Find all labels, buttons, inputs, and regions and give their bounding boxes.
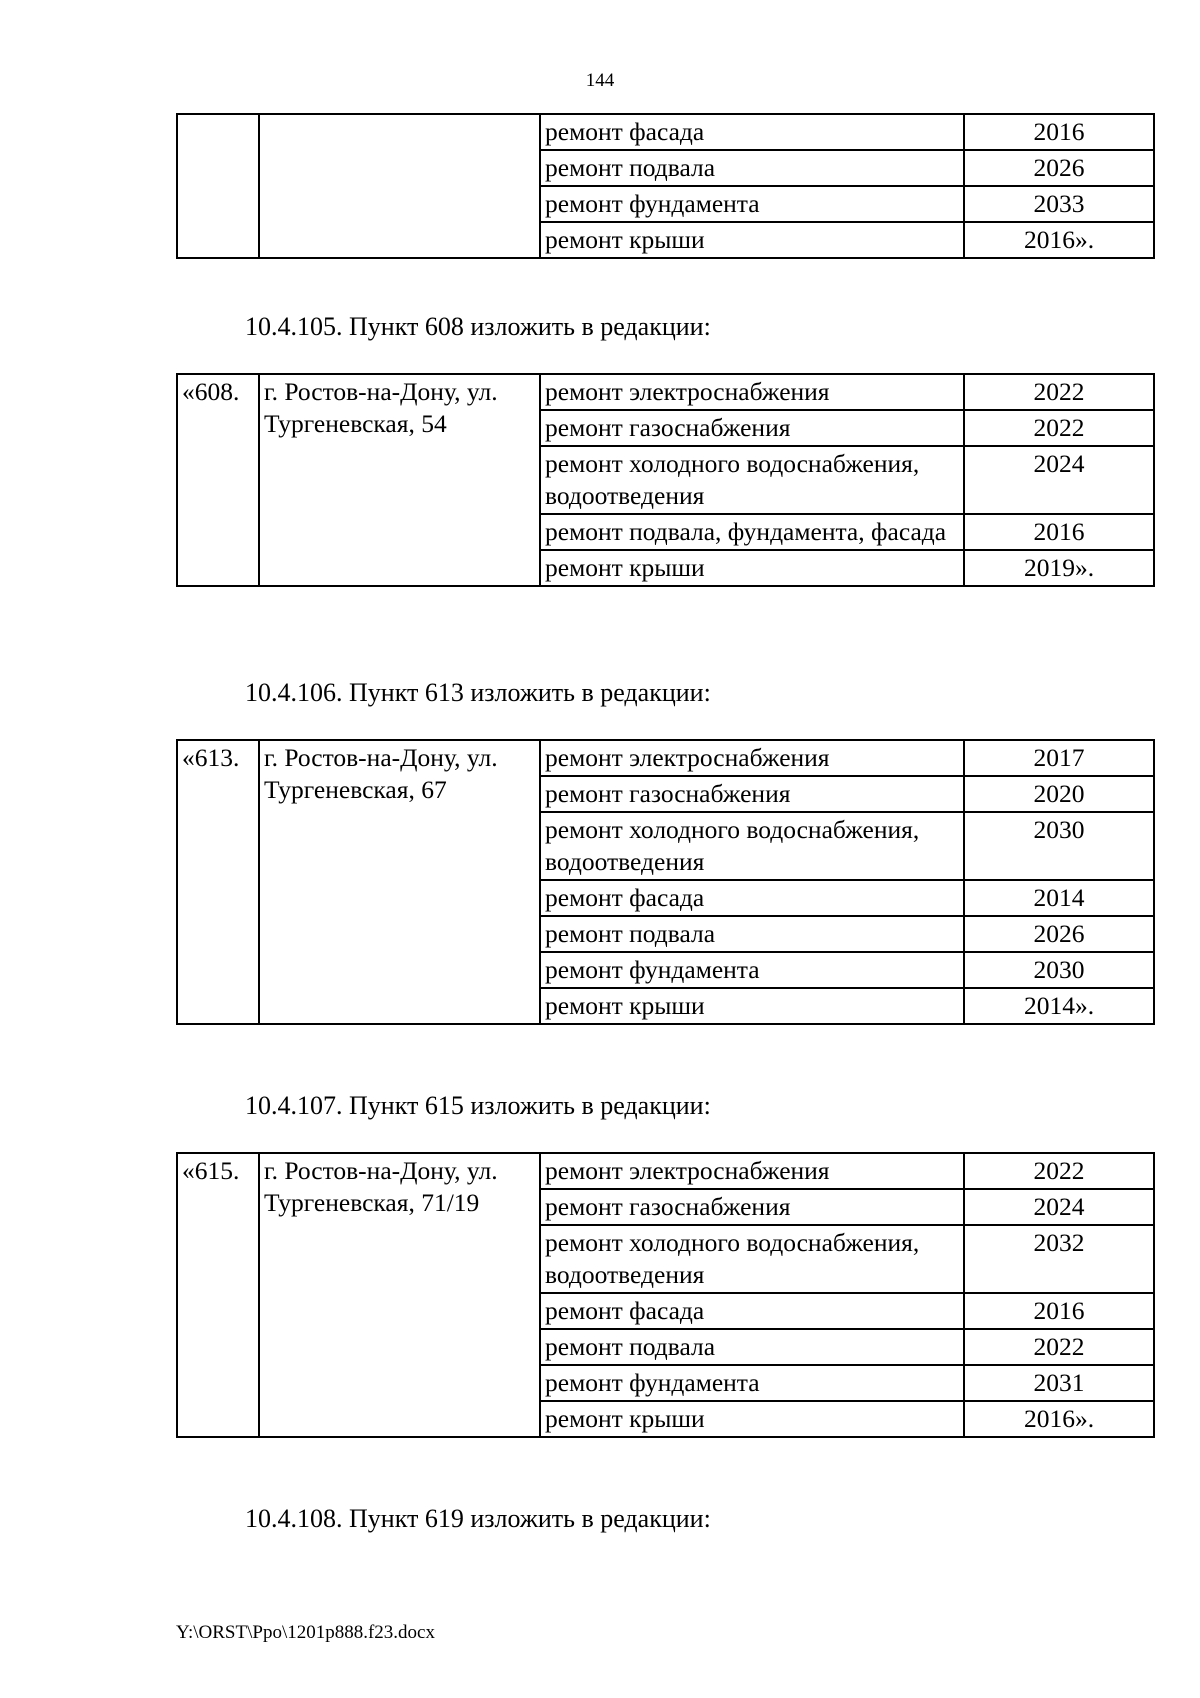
work-year: 2022 [964,374,1154,410]
item-number [177,114,259,258]
work-year: 2033 [964,186,1154,222]
work-year: 2032 [964,1225,1154,1293]
instruction-text: 10.4.107. Пункт 615 изложить в редакции: [245,1091,711,1120]
work-type: ремонт фасада [540,1293,964,1329]
item-number: «613. [177,740,259,1024]
repair-table-continuation [176,113,1155,259]
work-year: 2031 [964,1365,1154,1401]
item-number: «615. [177,1153,259,1437]
item-address: г. Ростов-на-Дону, ул. Тургеневская, 54 [259,374,540,586]
instruction-text: 10.4.105. Пункт 608 изложить в редакции: [245,312,711,341]
work-type: ремонт фасада [540,880,964,916]
work-type: ремонт газоснабжения [540,410,964,446]
work-type: ремонт фундамента [540,952,964,988]
work-type: ремонт крыши [540,550,964,586]
work-type: ремонт газоснабжения [540,1189,964,1225]
work-year: 2016». [964,222,1154,258]
work-year: 2016 [964,1293,1154,1329]
item-address: г. Ростов-на-Дону, ул. Тургеневская, 67 [259,740,540,1024]
work-year: 2026 [964,150,1154,186]
work-type: ремонт холодного водоснабжения, водоотведения [540,1225,964,1293]
file-path-footer: Y:\ORST\Ppo\1201p888.f23.docx [176,1622,435,1643]
instruction-text: 10.4.106. Пункт 613 изложить в редакции: [245,678,711,707]
work-type: ремонт подвала [540,150,964,186]
work-type: ремонт подвала [540,1329,964,1365]
work-type: ремонт фундамента [540,1365,964,1401]
work-type: ремонт крыши [540,1401,964,1437]
work-year: 2014 [964,880,1154,916]
work-year: 2017 [964,740,1154,776]
work-type: ремонт холодного водоснабжения, водоотведения [540,812,964,880]
repair-table-615 [176,1152,1155,1438]
repair-table-613 [176,739,1155,1025]
work-year: 2024 [964,1189,1154,1225]
work-type: ремонт электроснабжения [540,740,964,776]
item-address: г. Ростов-на-Дону, ул. Тургеневская, 71/19 [259,1153,540,1437]
work-type: ремонт фундамента [540,186,964,222]
table-row [177,1153,1154,1189]
work-type: ремонт крыши [540,988,964,1024]
work-year: 2016 [964,514,1154,550]
item-address [259,114,540,258]
work-type: ремонт холодного водоснабжения, водоотведения [540,446,964,514]
work-year: 2026 [964,916,1154,952]
work-year: 2020 [964,776,1154,812]
work-type: ремонт крыши [540,222,964,258]
work-year: 2022 [964,1153,1154,1189]
work-year: 2016 [964,114,1154,150]
work-year: 2016». [964,1401,1154,1437]
item-number: «608. [177,374,259,586]
work-year: 2030 [964,952,1154,988]
work-year: 2022 [964,1329,1154,1365]
work-year: 2019». [964,550,1154,586]
work-type: ремонт газоснабжения [540,776,964,812]
work-year: 2030 [964,812,1154,880]
work-type: ремонт электроснабжения [540,1153,964,1189]
work-type: ремонт электроснабжения [540,374,964,410]
work-year: 2014». [964,988,1154,1024]
table-row [177,374,1154,410]
work-type: ремонт подвала, фундамента, фасада [540,514,964,550]
work-type: ремонт фасада [540,114,964,150]
work-type: ремонт подвала [540,916,964,952]
instruction-text: 10.4.108. Пункт 619 изложить в редакции: [245,1504,711,1533]
work-year: 2024 [964,446,1154,514]
table-row [177,114,1154,150]
table-row [177,740,1154,776]
page-number: 144 [585,70,615,91]
work-year: 2022 [964,410,1154,446]
repair-table-608 [176,373,1155,587]
